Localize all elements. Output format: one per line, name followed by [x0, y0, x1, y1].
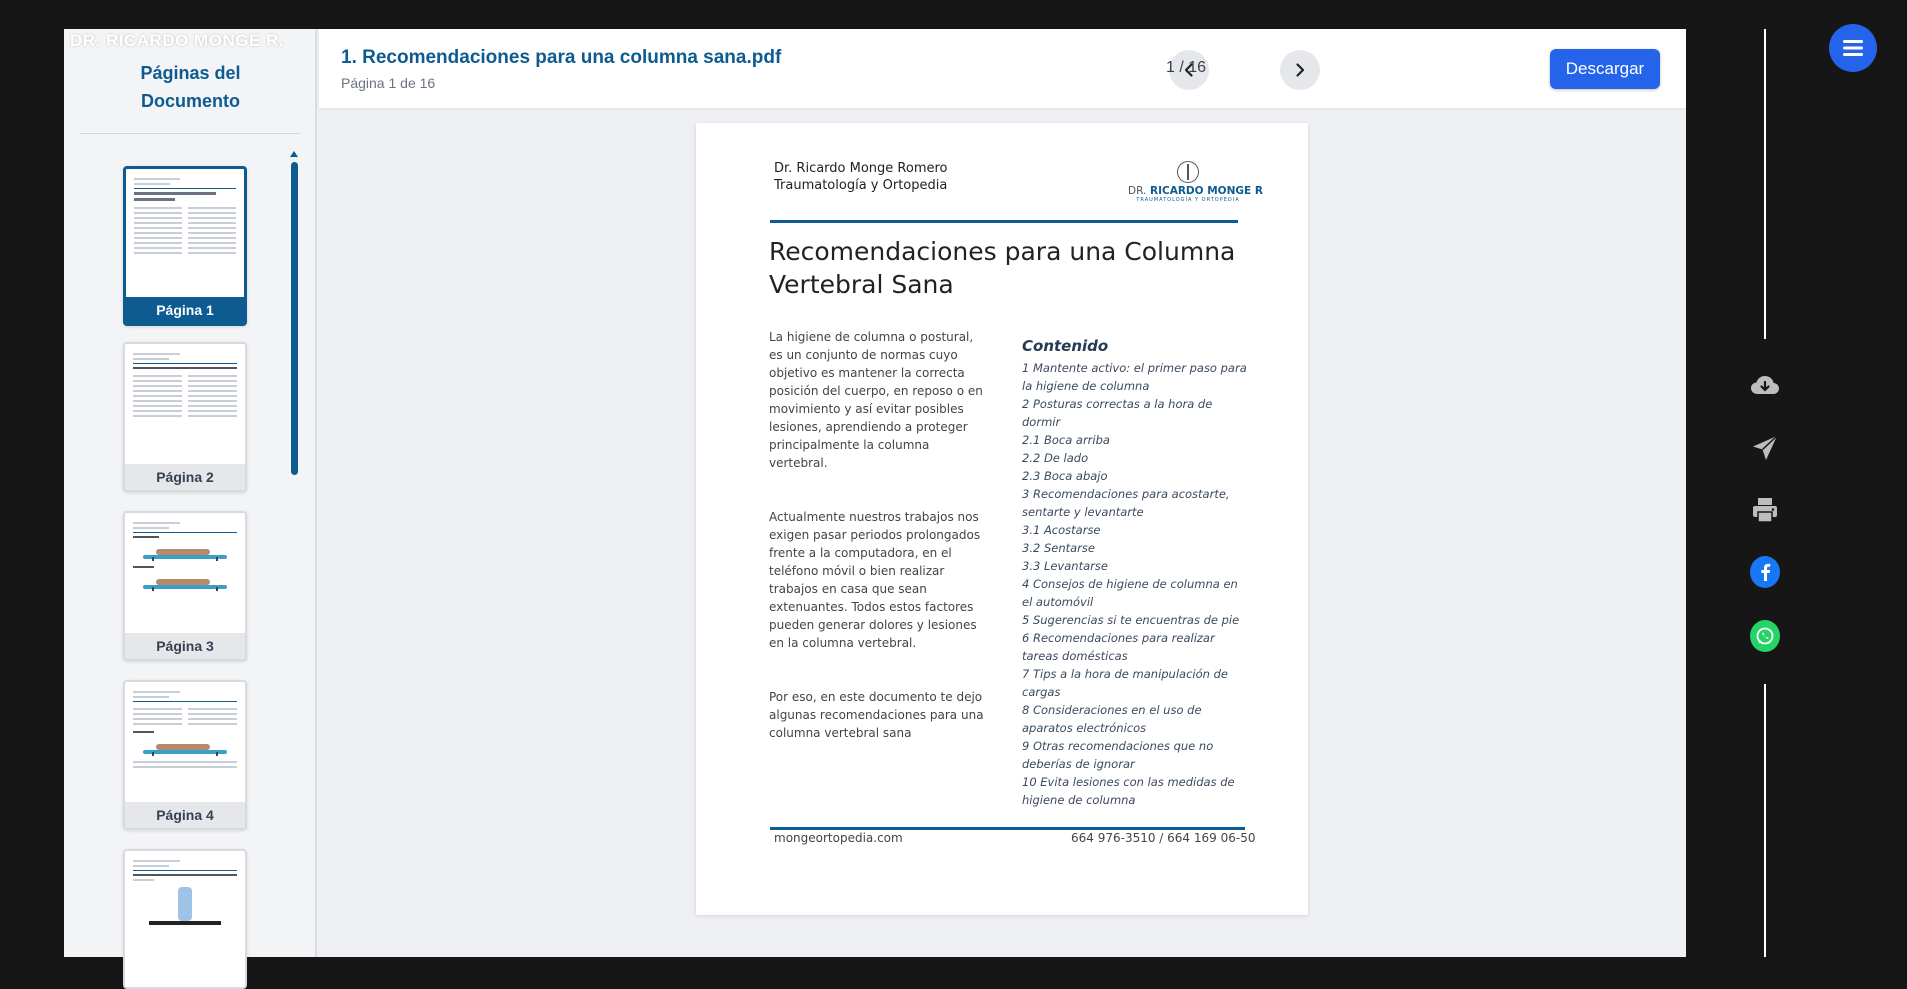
spine-logo-icon: [1177, 161, 1199, 183]
toc-item: 2.2 De lado: [1022, 451, 1089, 465]
sidebar-divider: [80, 133, 300, 134]
toc-item: 10 Evita lesiones con las medidas de higiene de columna: [1022, 775, 1235, 807]
toc-item: 9 Otras recomendaciones que no deberías de ignorar: [1022, 739, 1214, 771]
toc-item: 3.1 Acostarse: [1022, 523, 1101, 537]
facebook-share-button[interactable]: [1750, 557, 1780, 587]
next-page-button[interactable]: [1280, 50, 1320, 90]
pdf-footer-phone: 664 976-3510 / 664 169 06-50: [1071, 831, 1256, 845]
toc-item: 3.2 Sentarse: [1022, 541, 1095, 555]
thumbnail-label: Página 4: [125, 802, 245, 828]
pdf-table-of-contents: [1022, 337, 1247, 809]
sidebar-title: Páginas del Documento: [140, 63, 241, 111]
toc-item: 1 Mantente activo: el primer paso para la higiene de columna: [1022, 361, 1247, 393]
toc-item: 4 Consejos de higiene de columna en el automóvil: [1022, 577, 1238, 609]
toc-item: 5 Sugerencias si te encuentras de pie: [1022, 613, 1240, 627]
document-page-info: Página 1 de 16: [341, 75, 436, 91]
whatsapp-icon: [1750, 620, 1780, 652]
thumbnail-label: Página 3: [125, 633, 245, 659]
thumbnail-preview: [125, 851, 245, 987]
toc-item: 8 Consideraciones en el uso de aparatos electrónicos: [1022, 703, 1202, 735]
thumbnail-label: Página 1: [126, 297, 244, 323]
print-icon[interactable]: [1750, 495, 1780, 525]
pdf-heading: Recomendaciones para una Columna Vertebral Sana: [769, 237, 1236, 299]
toc-title: Contenido: [1022, 337, 1109, 355]
whatsapp-share-button[interactable]: [1750, 621, 1780, 651]
pdf-canvas-area: [319, 110, 1686, 957]
thumbnail-preview: [125, 682, 245, 802]
toc-item: 2.1 Boca arriba: [1022, 433, 1110, 447]
pdf-header-rule: [770, 220, 1238, 223]
toc-item: 7 Tips a la hora de manipulación de cargas: [1022, 667, 1228, 699]
pdf-paragraph: Actualmente nuestros trabajos nos exigen pasar periodos prolongados frente a la computadora, en el teléfono móvil o bien realizar trabajos en casa que sean extenuantes. Todos estos factores pueden generar dolores y lesiones en la columna vertebral.: [769, 510, 981, 650]
scroll-up-arrow-icon[interactable]: [290, 151, 298, 157]
pdf-viewer-app: [64, 29, 1686, 957]
menu-button[interactable]: [1829, 24, 1877, 72]
thumbnail-label: Página 2: [125, 464, 245, 490]
toc-item: 3 Recomendaciones para acostarte, sentarte y levantarte: [1022, 487, 1230, 519]
document-title: 1. Recomendaciones para una columna sana.pdf: [341, 47, 782, 68]
document-header: [319, 29, 1686, 109]
pdf-intro-column: [769, 328, 989, 778]
toc-item: 2 Posturas correctas a la hora de dormir: [1022, 397, 1213, 429]
hamburger-menu-icon: [1842, 38, 1864, 58]
page-thumbnails-sidebar: [64, 29, 317, 957]
pdf-logo: DR. RICARDO MONGE R TRAUMATOLOGÍA Y ORTOPEDIA: [1128, 161, 1248, 201]
page-thumbnail-5[interactable]: [123, 849, 247, 989]
pdf-paragraph: Por eso, en este documento te dejo algunas recomendaciones para una columna vertebral sana: [769, 690, 984, 740]
page-counter: 1 / 16: [1165, 59, 1207, 76]
top-dark-bar: [0, 0, 1907, 29]
pdf-author-block: Dr. Ricardo Monge Romero Traumatología y Ortopedia: [774, 161, 948, 193]
pdf-footer-rule: [770, 827, 1245, 830]
brand-watermark: DR. RICARDO MONGE R.: [70, 31, 284, 50]
rail-divider-top: [1764, 29, 1766, 339]
thumbnail-preview: [125, 513, 245, 633]
facebook-icon: [1750, 556, 1780, 588]
pdf-page-1: [696, 123, 1308, 915]
sidebar-scrollbar-thumb[interactable]: [291, 162, 298, 475]
download-button[interactable]: Descargar: [1550, 49, 1660, 89]
toc-item: 2.3 Boca abajo: [1022, 469, 1108, 483]
page-thumbnail-1[interactable]: [123, 166, 247, 326]
pdf-paragraph: La higiene de columna o postural, es un conjunto de normas cuyo objetivo es mantener la correcta posición del cuerpo, en reposo o en movimiento y así evitar posibles lesiones, aprendiendo a proteger principalmente la columna vertebral.: [769, 330, 983, 470]
chevron-right-icon: [1292, 62, 1308, 78]
page-thumbnail-3[interactable]: [123, 511, 247, 661]
pdf-footer-website: mongeortopedia.com: [774, 831, 903, 845]
thumbnail-preview: [126, 169, 244, 297]
send-icon[interactable]: [1750, 433, 1780, 463]
cloud-download-icon[interactable]: [1750, 371, 1780, 401]
page-thumbnail-2[interactable]: [123, 342, 247, 492]
toc-item: 6 Recomendaciones para realizar tareas domésticas: [1022, 631, 1215, 663]
thumbnail-preview: [125, 344, 245, 464]
rail-divider-bottom: [1764, 684, 1766, 957]
toc-item: 3.3 Levantarse: [1022, 559, 1108, 573]
page-thumbnail-4[interactable]: [123, 680, 247, 830]
